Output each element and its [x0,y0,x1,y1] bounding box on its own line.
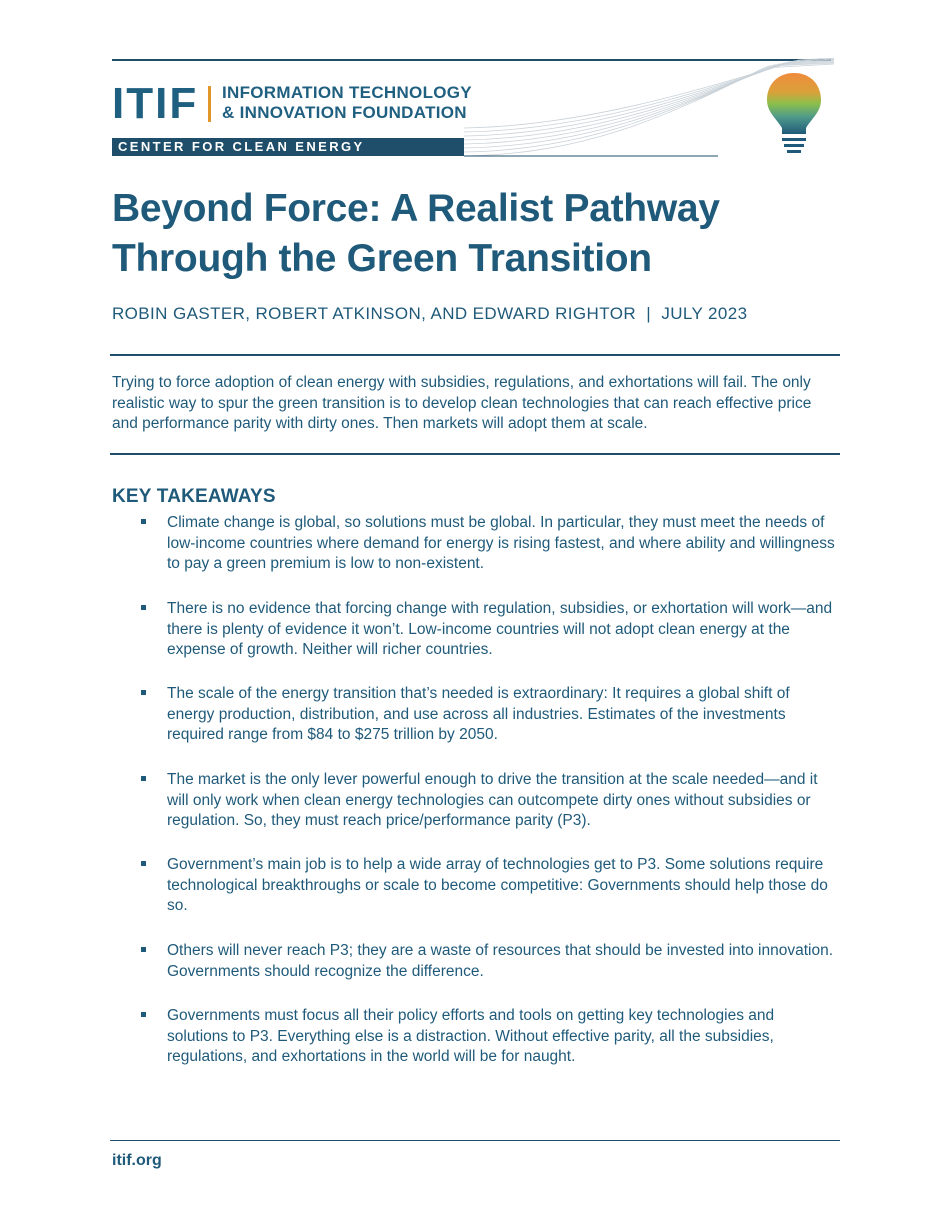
footer-rule [110,1140,840,1141]
takeaway-text: Others will never reach P3; they are a waste of resources that should be invested into innovation. Governments should recognize the difference. [167,942,834,980]
takeaway-text: Governments must focus all their policy efforts and tools on getting key technologies and solutions to P3. Everything else is a distraction. Without effective parity, all the subsidies, regulations, and exhortations in the world will be for naught. [167,1007,775,1065]
title-line-1: Beyond Force: A Realist Pathway [112,187,720,230]
takeaway-text: The scale of the energy transition that’s needed is extraordinary: It requires a global shift of energy production, distribution, and use across all industries. Estimates of the investments required range from $84 to $275 trillion by 2050. [167,685,790,743]
bullet-icon [141,690,146,695]
title-line-2: Through the Green Transition [112,237,652,280]
logo-acronym: ITIF [112,79,199,128]
bullet-icon [141,861,146,866]
lightbulb-icon [762,70,826,160]
bullet-icon [141,1012,146,1017]
takeaway-text: Government’s main job is to help a wide array of technologies get to P3. Some solutions require technological breakthroughs or scale to become competitive: Governments should help those do so. [167,856,828,914]
logo-name-line2: & INNOVATION FOUNDATION [222,103,467,122]
report-title [112,184,832,284]
takeaway-text: There is no evidence that forcing change with regulation, subsidies, or exhortation will work—and there is plenty of evidence it won’t. Low-income countries will not adopt clean energy at the expense of growth. Neither will richer countries. [167,600,833,658]
logo-center-banner: CENTER FOR CLEAN ENERGY INNOVATION [112,138,464,156]
bullet-icon [141,947,146,952]
bullet-icon [141,605,146,610]
summary-top-rule [110,354,840,356]
authors-byline: ROBIN GASTER, ROBERT ATKINSON, AND EDWARD RIGHTOR | JULY 2023 [112,304,748,323]
takeaway-text: The market is the only lever powerful enough to drive the transition at the scale needed—and it will only work when clean energy technologies can outcompete dirty ones without subsidies or regulation. So, they must reach price/performance parity (P3). [167,771,818,829]
itif-logo[interactable] [112,79,752,172]
summary-paragraph: Trying to force adoption of clean energy with subsidies, regulations, and exhortations will fail. The only realistic way to spur the green transition is to develop clean technologies that can reach effective price and performance parity with dirty ones. Then markets will adopt them at scale. [112,374,812,432]
bullet-icon [141,776,146,781]
logo-name-line1: INFORMATION TECHNOLOGY [222,83,472,102]
bullet-icon [141,519,146,524]
footer-url[interactable]: itif.org [112,1152,162,1169]
logo-divider [208,86,211,122]
key-takeaways-heading: KEY TAKEAWAYS [112,486,276,507]
takeaway-text: Climate change is global, so solutions must be global. In particular, they must meet the needs of low-income countries where demand for energy is rising fastest, and where ability and willingness to pay a green premium is low to non-existent. [167,514,835,572]
summary-bottom-rule [110,453,840,455]
logo-name [222,83,472,123]
